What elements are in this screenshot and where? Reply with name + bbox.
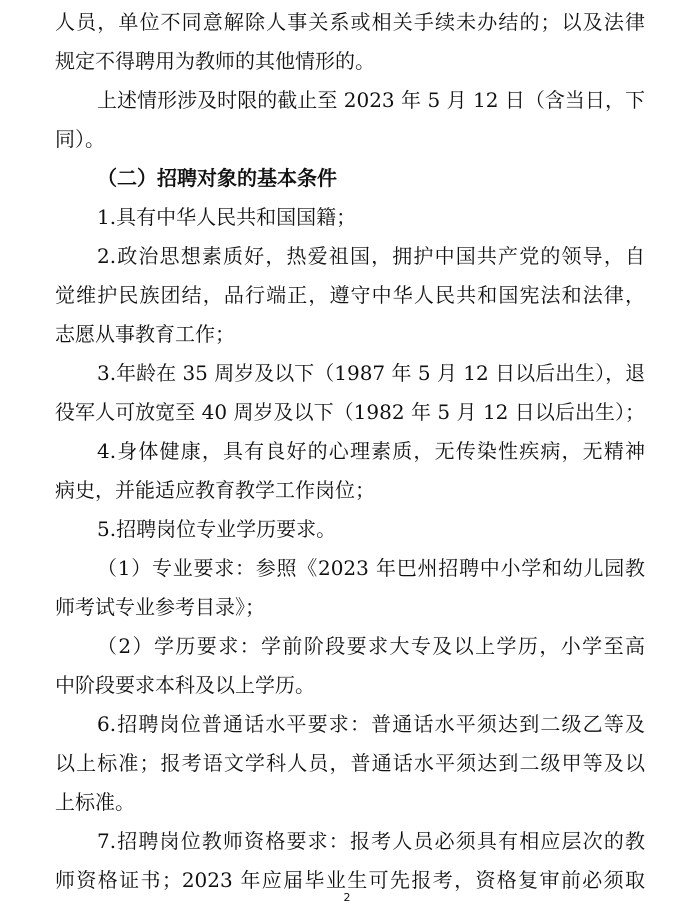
text-line: （2）学历要求：学前阶段要求大专及以上学历，小学至高 [97,634,645,658]
text-line: 上标准。 [55,790,135,814]
text-line: 3.年龄在 35 周岁及以下（1987 年 5 月 12 日以后出生），退 [97,361,646,385]
text-line: 人员，单位不同意解除人事关系或相关手续未办结的；以及法律 [55,10,645,34]
text-line: 规定不得聘用为教师的其他情形的。 [55,49,375,73]
text-line: 1.具有中华人民共和国国籍； [97,205,357,229]
text-line: 中阶段要求本科及以上学历。 [55,673,315,697]
text-line: 2.政治思想素质好，热爱祖国，拥护中国共产党的领导，自 [97,244,645,268]
text-line: 师资格证书；2023 年应届毕业生可先报考，资格复审前必须取 [55,868,645,892]
text-line: 师考试专业参考目录》； [55,595,265,619]
text-line: 6.招聘岗位普通话水平要求：普通话水平须达到二级乙等及 [97,712,645,736]
text-line: 7.招聘岗位教师资格要求：报考人员必须具有相应层次的教 [97,829,645,853]
text-line: 病史，并能适应教育教学工作岗位； [55,478,375,502]
text-line: 以上标准；报考语文学科人员，普通话水平须达到二级甲等及以 [55,751,645,775]
page-number: 2 [343,891,351,904]
text-line: 同）。 [55,127,105,151]
text-line: 5.招聘岗位专业学历要求。 [97,517,337,541]
section-heading: （二）招聘对象的基本条件 [97,166,337,190]
text-line: （1）专业要求：参照《2023 年巴州招聘中小学和幼儿园教 [97,556,645,580]
text-line: 上述情形涉及时限的截止至 2023 年 5 月 12 日（含当日，下 [97,88,645,112]
text-line: 觉维护民族团结，品行端正，遵守中华人民共和国宪法和法律， [55,283,645,307]
text-line: 志愿从事教育工作； [55,322,235,346]
text-line: 4.身体健康，具有良好的心理素质，无传染性疾病，无精神 [97,439,645,463]
text-line: 役军人可放宽至 40 周岁及以下（1982 年 5 月 12 日以后出生）； [55,400,645,424]
